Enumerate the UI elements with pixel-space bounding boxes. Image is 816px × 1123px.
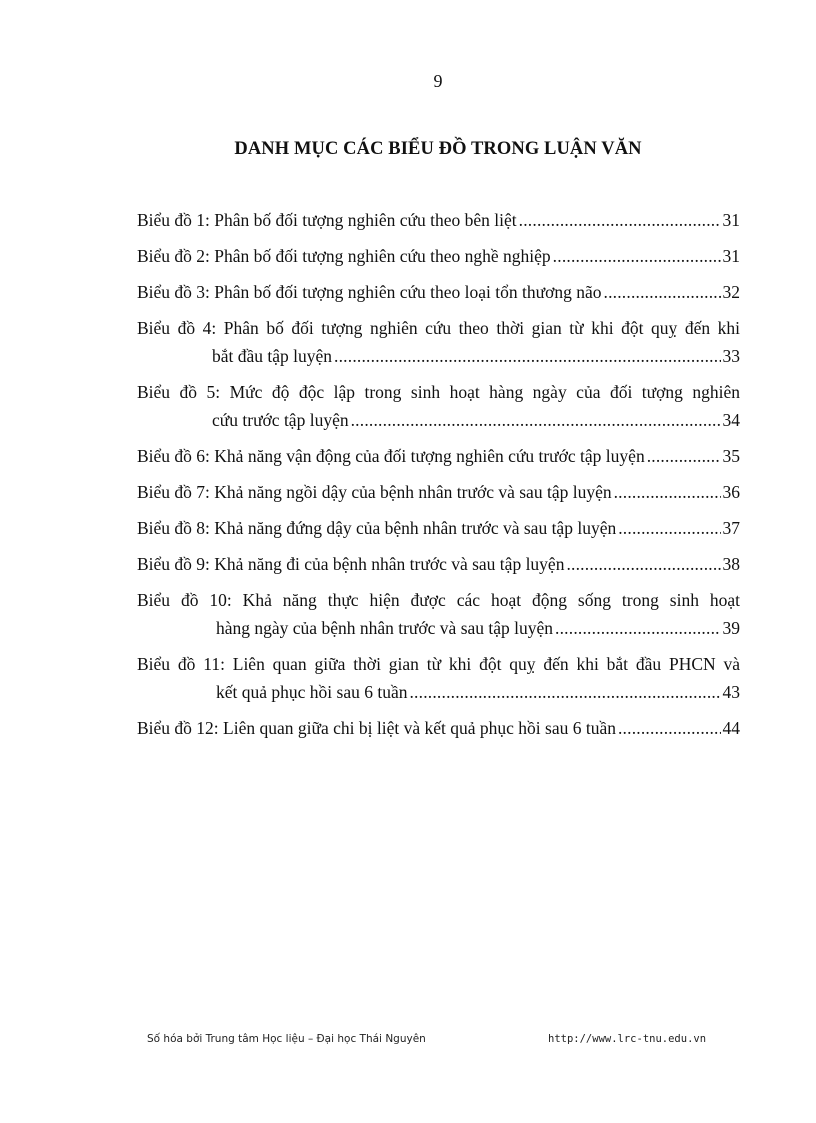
dot-leader [614, 478, 721, 506]
toc-page-number: 34 [722, 410, 740, 430]
toc-entry-text: Biểu đồ 12: Liên quan giữa chi bị liệt và kết quả phục hồi sau 6 tuần [137, 718, 616, 738]
toc-entry-text-continued: kết quả phục hồi sau 6 tuần [216, 682, 408, 702]
page-title: DANH MỤC CÁC BIỂU ĐỒ TRONG LUẬN VĂN [234, 139, 642, 159]
dot-leader [618, 714, 721, 742]
dot-leader [334, 342, 720, 370]
toc-entry-10[interactable] [137, 586, 740, 642]
toc-page-number: 35 [722, 446, 740, 466]
toc-entry-9[interactable] [137, 550, 740, 578]
toc-entry-7[interactable] [137, 478, 740, 506]
toc-page-number: 31 [722, 210, 740, 230]
dot-leader [409, 678, 720, 706]
toc-entry-text: Biểu đồ 11: Liên quan giữa thời gian từ khi đột quỵ đến khi bắt đầu PHCN và [137, 654, 740, 674]
toc-page-number: 31 [722, 246, 740, 266]
toc-entry-text: Biểu đồ 6: Khả năng vận động của đối tượng nghiên cứu trước tập luyện [137, 446, 645, 466]
toc-entry-3[interactable] [137, 278, 740, 306]
toc-entry-text-continued: hàng ngày của bệnh nhân trước và sau tập luyện [216, 618, 554, 638]
toc-entry-text-continued: cứu trước tập luyện [212, 410, 349, 430]
footer-digitization-note: Số hóa bởi Trung tâm Học liệu – Đại học Thái Nguyên [147, 1033, 426, 1045]
toc-entry-text: Biểu đồ 5: Mức độ độc lập trong sinh hoạt hàng ngày của đối tượng nghiên [137, 382, 740, 402]
toc-entry-12[interactable] [137, 714, 740, 742]
dot-leader [618, 514, 720, 542]
toc-entry-2[interactable] [137, 242, 740, 270]
footer-url[interactable]: http://www.lrc-tnu.edu.vn [548, 1033, 707, 1045]
dot-leader [519, 206, 721, 234]
toc-page-number: 44 [722, 718, 740, 738]
toc-page-number: 33 [722, 346, 740, 366]
dot-leader [351, 406, 721, 434]
toc-page-number: 39 [722, 618, 740, 638]
toc-entry-6[interactable] [137, 442, 740, 470]
toc-entry-text: Biểu đồ 8: Khả năng đứng dậy của bệnh nhân trước và sau tập luyện [137, 518, 617, 538]
toc-entry-text: Biểu đồ 7: Khả năng ngồi dậy của bệnh nhân trước và sau tập luyện [137, 482, 612, 502]
toc-page-number: 38 [722, 554, 740, 574]
dot-leader [647, 442, 721, 470]
toc-entry-text: Biểu đồ 2: Phân bố đối tượng nghiên cứu theo nghề nghiệp [137, 246, 551, 266]
dot-leader [566, 550, 720, 578]
toc-entry-text: Biểu đồ 4: Phân bố đối tượng nghiên cứu theo thời gian từ khi đột quỵ đến khi [137, 318, 740, 338]
toc-entry-text: Biểu đồ 1: Phân bố đối tượng nghiên cứu theo bên liệt [137, 210, 517, 230]
dot-leader [553, 242, 721, 270]
toc-entry-text: Biểu đồ 3: Phân bố đối tượng nghiên cứu theo loại tổn thương não [137, 282, 602, 302]
page-number: 9 [433, 71, 443, 91]
toc-entry-4[interactable] [137, 314, 740, 370]
toc-page-number: 37 [722, 518, 740, 538]
toc-entry-11[interactable] [137, 650, 740, 706]
toc-entry-5[interactable] [137, 378, 740, 434]
toc-page-number: 43 [722, 682, 740, 702]
toc-entry-1[interactable] [137, 206, 740, 234]
toc-entry-text: Biểu đồ 9: Khả năng đi của bệnh nhân trước và sau tập luyện [137, 554, 565, 574]
chart-list [137, 206, 740, 750]
toc-page-number: 36 [722, 482, 740, 502]
toc-entry-text-continued: bắt đầu tập luyện [212, 346, 333, 366]
toc-page-number: 32 [722, 282, 740, 302]
dot-leader [604, 278, 721, 306]
toc-entry-text: Biểu đồ 10: Khả năng thực hiện được các hoạt động sống trong sinh hoạt [137, 590, 740, 610]
toc-entry-8[interactable] [137, 514, 740, 542]
dot-leader [555, 614, 720, 642]
